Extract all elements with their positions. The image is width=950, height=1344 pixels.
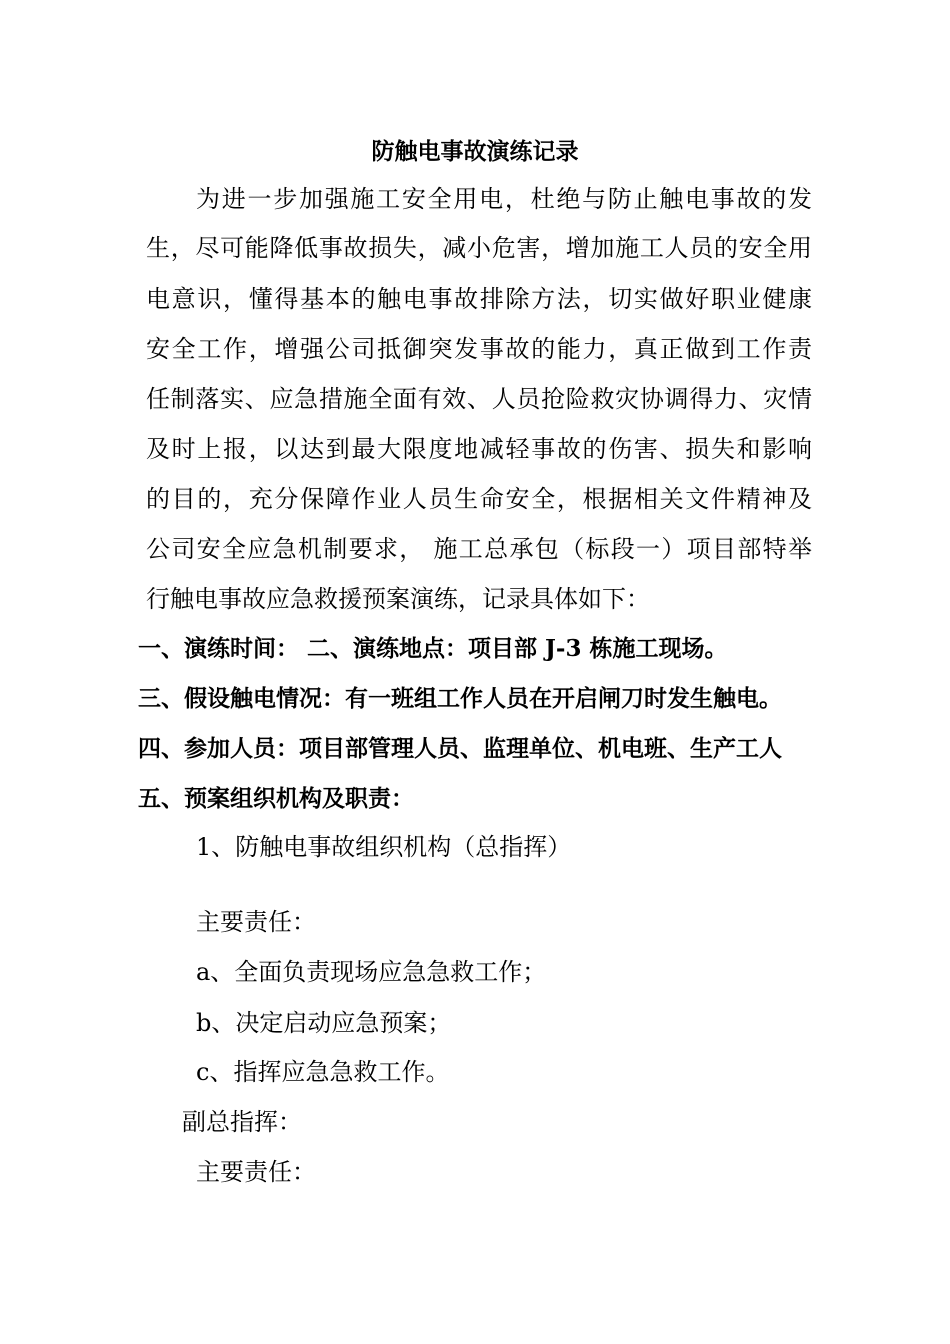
intro-line: 为进一步加强施工安全用电，杜绝与防止触电事故的发 bbox=[196, 185, 812, 213]
main-duty-label: 主要责任： bbox=[196, 908, 316, 936]
duty-item: a、全面负责现场应急急救工作； bbox=[196, 958, 547, 986]
intro-line: 公司安全应急机制要求， 施工总承包（标段一）项目部特举 bbox=[146, 535, 812, 563]
deputy-label: 副总指挥： bbox=[182, 1108, 302, 1136]
intro-line: 行触电事故应急救援预案演练，记录具体如下： bbox=[146, 585, 650, 613]
section-heading: 五、预案组织机构及职责： bbox=[138, 785, 414, 812]
document-title: 防触电事故演练记录 bbox=[371, 138, 579, 165]
intro-line: 及时上报，以达到最大限度地减轻事故的伤害、损失和影响 bbox=[146, 435, 812, 463]
section-heading: 四、参加人员：项目部管理人员、监理单位、机电班、生产工人 bbox=[138, 735, 782, 762]
intro-line: 生，尽可能降低事故损失，减小危害，增加施工人员的安全用 bbox=[146, 234, 812, 262]
section-heading: 三、假设触电情况：有一班组工作人员在开启闸刀时发生触电。 bbox=[138, 685, 782, 712]
duty-item: c、指挥应急急救工作。 bbox=[196, 1058, 450, 1086]
deputy-duty-label: 主要责任： bbox=[196, 1158, 316, 1186]
duty-item: b、决定启动应急预案； bbox=[196, 1009, 452, 1037]
org-item: 1、防触电事故组织机构（总指挥） bbox=[196, 833, 572, 861]
intro-line: 任制落实、应急措施全面有效、人员抢险救灾协调得力、灾情 bbox=[146, 385, 812, 413]
intro-line: 安全工作，增强公司抵御突发事故的能力，真正做到工作责 bbox=[146, 335, 812, 363]
intro-line: 的目的，充分保障作业人员生命安全，根据相关文件精神及 bbox=[146, 485, 812, 513]
intro-line: 电意识，懂得基本的触电事故排除方法，切实做好职业健康 bbox=[146, 285, 812, 313]
section-heading: 一、演练时间： 二、演练地点：项目部 J-3 栋施工现场。 bbox=[138, 635, 728, 662]
